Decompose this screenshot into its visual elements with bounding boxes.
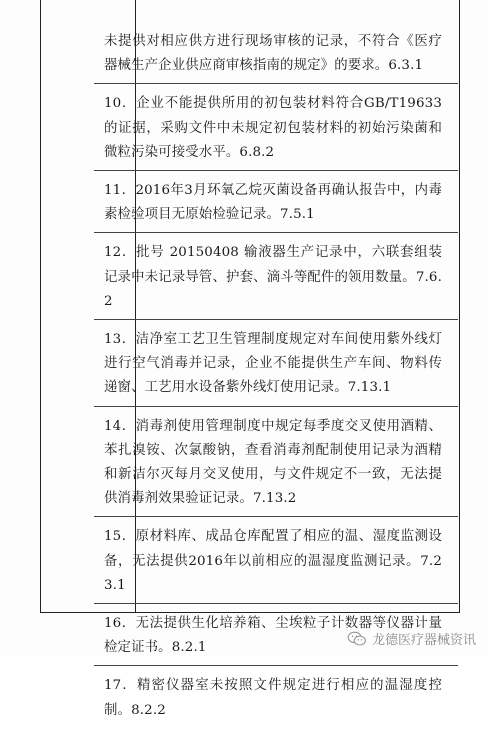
- finding-item: 未提供对相应供方进行现场审核的记录，不符合《医疗器械生产企业供应商审核指南的规定》的要求。6.3.1: [104, 30, 442, 84]
- watermark: [347, 629, 476, 648]
- wechat-icon: [347, 631, 367, 647]
- finding-item: 15．原材料库、成品仓库配置了相应的温、湿度监测设备，无法提供2016年以前相应的温湿度监测记录。7.23.1: [104, 525, 442, 604]
- watermark-text: 龙德医疗器械资讯: [371, 633, 476, 648]
- finding-item: 14．消毒剂使用管理制度中规定每季度交叉使用酒精、苯扎溴铵、次氯酸钠，查看消毒剂配制使用记录为酒精和新洁尔灭每月交叉使用，与文件规定不一致，无法提供消毒剂效果验证记录。7.13.2: [104, 415, 442, 518]
- finding-item: 16．无法提供生化培养箱、尘埃粒子计数器等仪器计量检定证书。8.2.1: [104, 612, 442, 666]
- finding-item: 13．洁净室工艺卫生管理制度规定对车间使用紫外线灯进行空气消毒并记录，企业不能提供生产车间、物料传递窗、工艺用水设备紫外线灯使用记录。7.13.1: [104, 328, 442, 407]
- finding-item: 17．精密仪器室未按照文件规定进行相应的温湿度控制。8.2.2: [104, 678, 442, 718]
- finding-item: 12．批号 20150408 输液器生产记录中，六联套组装记录中未记录导管、护套、滴斗等配件的领用数量。7.6.2: [104, 241, 442, 320]
- findings-list: [104, 30, 442, 731]
- finding-item: 11．2016年3月环氧乙烷灭菌设备再确认报告中，内毒素检验项目无原始检验记录。7.5.1: [104, 179, 442, 233]
- finding-item: 10．企业不能提供所用的初包装材料符合GB/T19633的证据，采购文件中未规定初包装材料的初始污染菌和微粒污染可接受水平。6.8.2: [104, 92, 442, 171]
